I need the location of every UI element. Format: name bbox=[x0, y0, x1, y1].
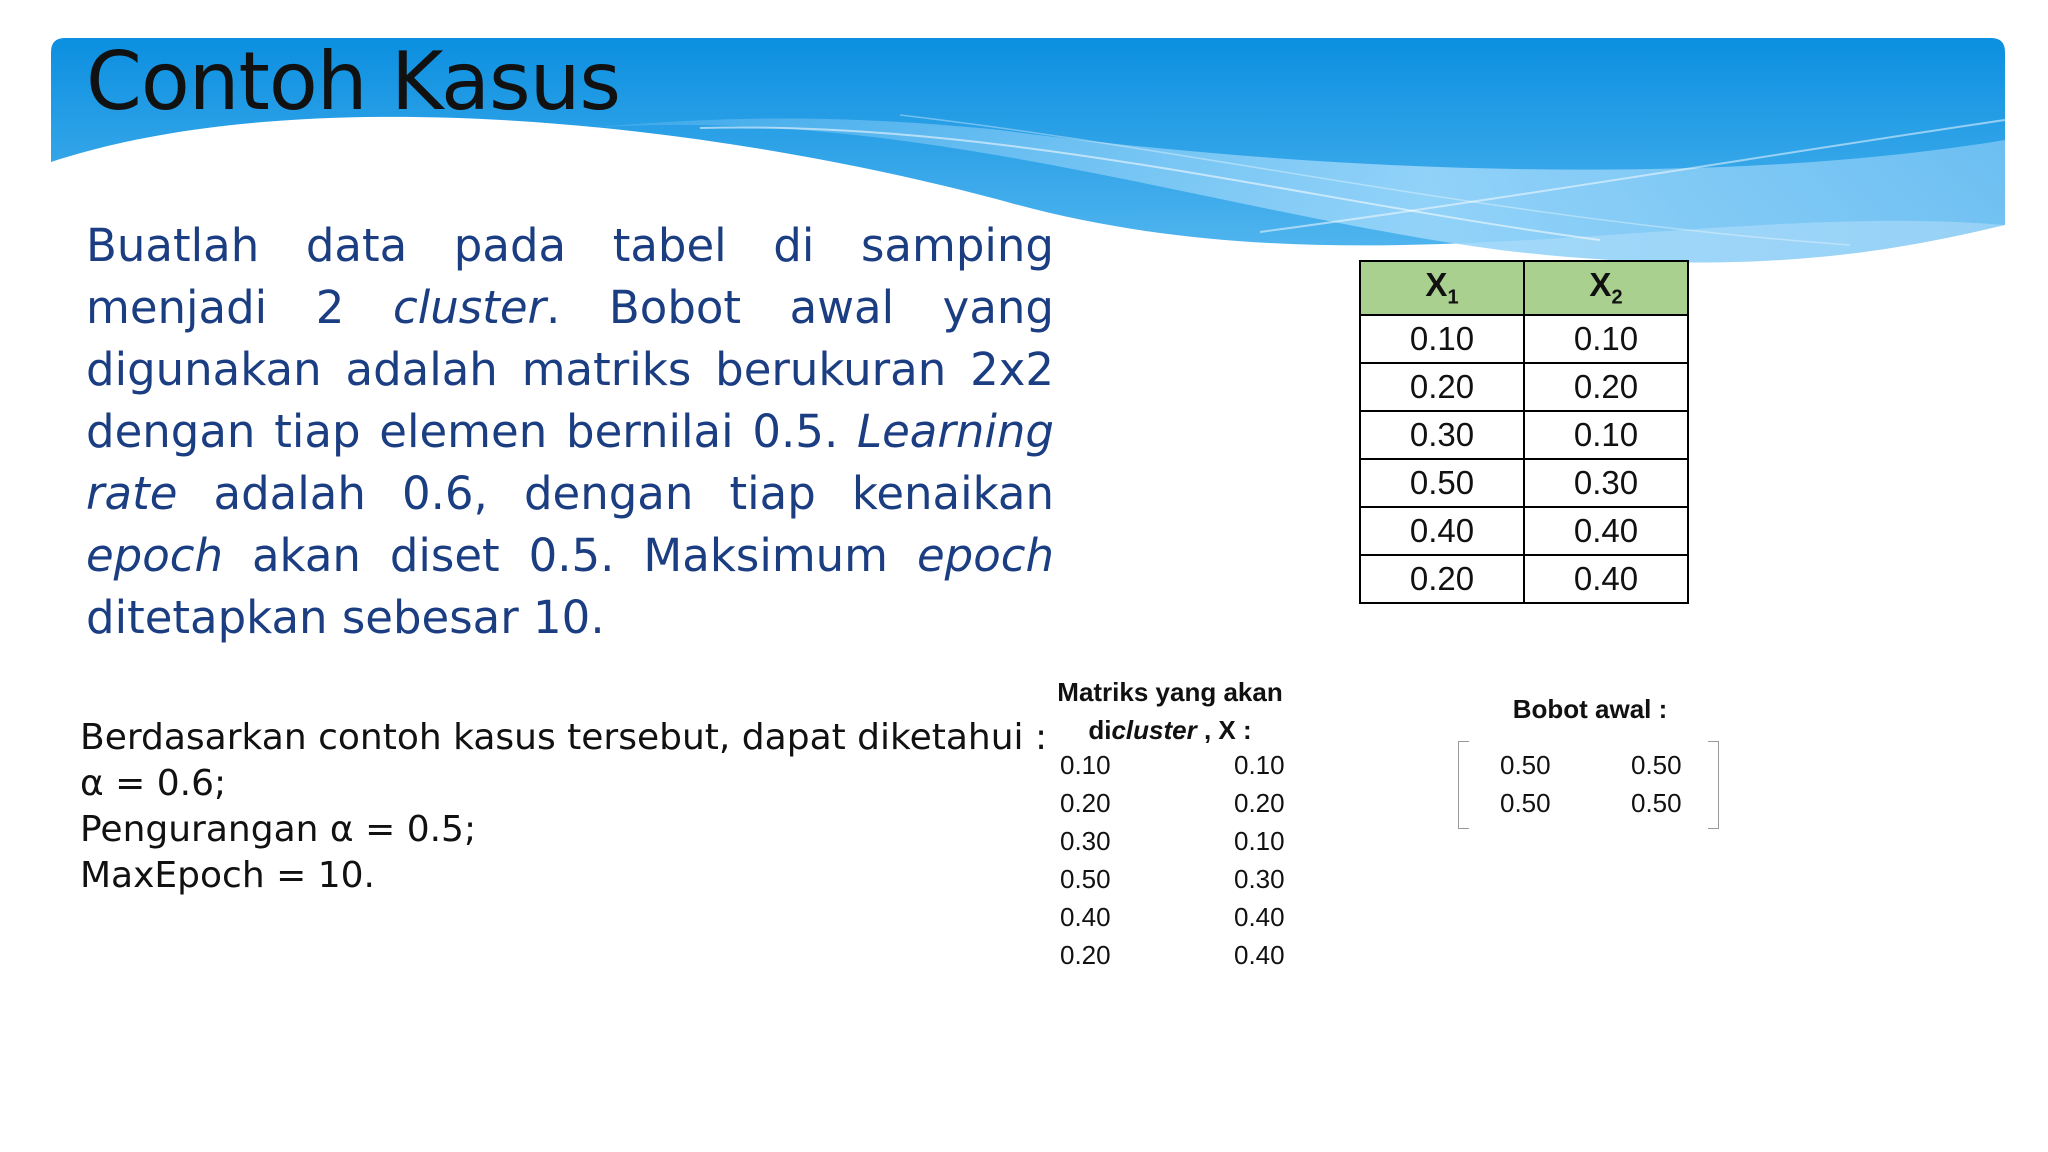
table-row bbox=[1360, 363, 1688, 411]
problem-term-epoch: epoch bbox=[916, 529, 1054, 582]
slide-title: Contoh Kasus bbox=[86, 35, 621, 128]
weights-row: 0.50 0.50 bbox=[1500, 788, 1682, 818]
matrix-x-row: 0.20 0.40 bbox=[1060, 940, 1285, 970]
problem-text: Buatlah data pada tabel di samping menjadi 2 bbox=[86, 219, 1054, 334]
matrix-x-row: 0.10 0.10 bbox=[1060, 750, 1285, 780]
matrix-x-title-line2: dicluster , X : bbox=[1088, 715, 1252, 745]
table-row bbox=[1360, 507, 1688, 555]
matrix-x-row: 0.20 0.20 bbox=[1060, 788, 1285, 818]
problem-text: akan diset 0.5. Maksimum bbox=[223, 529, 917, 582]
table-row bbox=[1360, 459, 1688, 507]
matrix-right-bracket bbox=[1708, 741, 1719, 829]
table-cell: 0.30 bbox=[1360, 411, 1524, 459]
table-cell: 0.40 bbox=[1524, 507, 1688, 555]
matrix-x-title bbox=[1050, 673, 1290, 749]
table-row bbox=[1360, 315, 1688, 363]
known-intro: Berdasarkan contoh kasus tersebut, dapat diketahui : bbox=[80, 717, 1048, 758]
table-cell: 0.40 bbox=[1360, 507, 1524, 555]
table-cell: 0.40 bbox=[1524, 555, 1688, 603]
problem-term-learning-rate: Learning rate bbox=[86, 405, 1054, 520]
weights-row: 0.50 0.50 bbox=[1500, 750, 1682, 780]
problem-text: adalah 0.6, dengan tiap kenaikan bbox=[177, 467, 1054, 520]
problem-term-epoch: epoch bbox=[86, 529, 224, 582]
matrix-x-row: 0.30 0.10 bbox=[1060, 826, 1285, 856]
known-alpha: α = 0.6; bbox=[80, 763, 227, 804]
matrix-left-bracket bbox=[1458, 741, 1469, 829]
table-cell: 0.10 bbox=[1524, 315, 1688, 363]
problem-text: ditetapkan sebesar 10. bbox=[86, 591, 605, 644]
data-table bbox=[1359, 260, 1689, 604]
table-cell: 0.20 bbox=[1524, 363, 1688, 411]
table-header-row bbox=[1360, 261, 1688, 315]
table-row bbox=[1360, 411, 1688, 459]
matrix-x-row: 0.40 0.40 bbox=[1060, 902, 1285, 932]
known-parameters bbox=[80, 715, 1047, 899]
problem-term-cluster: cluster bbox=[392, 281, 547, 334]
table-cell: 0.50 bbox=[1360, 459, 1524, 507]
table-cell: 0.20 bbox=[1360, 363, 1524, 411]
table-row bbox=[1360, 555, 1688, 603]
table-cell: 0.10 bbox=[1360, 315, 1524, 363]
known-max-epoch: MaxEpoch = 10. bbox=[80, 855, 375, 896]
matrix-x-row: 0.50 0.30 bbox=[1060, 864, 1285, 894]
column-header-x1: $X_1$ bbox=[1360, 261, 1524, 315]
matrix-x-title-line1: Matriks yang akan bbox=[1057, 677, 1283, 707]
known-alpha-decrease: Pengurangan α = 0.5; bbox=[80, 809, 477, 850]
column-header-x2: $X_2$ bbox=[1524, 261, 1688, 315]
problem-text: . Bobot awal yang digunakan adalah matriks berukuran 2x2 dengan tiap elemen bernilai 0.5. bbox=[86, 281, 1054, 458]
table-cell: 0.30 bbox=[1524, 459, 1688, 507]
table-cell: 0.10 bbox=[1524, 411, 1688, 459]
table-cell: 0.20 bbox=[1360, 555, 1524, 603]
weights-title: Bobot awal : bbox=[1512, 694, 1668, 724]
problem-statement bbox=[86, 215, 1054, 649]
